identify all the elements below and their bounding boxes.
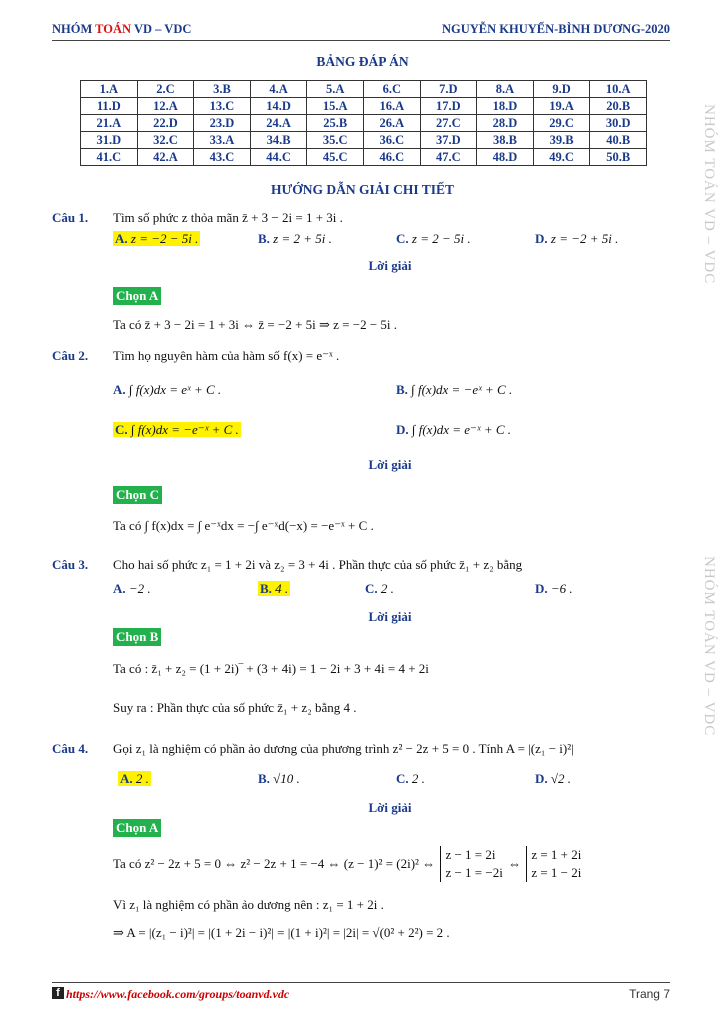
answer-cell: 45.C <box>307 149 364 166</box>
q2-choice-badge: Chọn C <box>113 486 162 504</box>
answer-cell: 35.C <box>307 132 364 149</box>
answer-cell: 50.B <box>590 149 647 166</box>
header-group-name: NHÓM TOÁN VD – VDC <box>52 22 192 36</box>
header-school: NGUYỄN KHUYẾN-BÌNH DƯƠNG-2020 <box>441 22 670 36</box>
answer-cell: 5.A <box>307 81 364 98</box>
answer-row <box>81 149 647 166</box>
answer-cell: 11.D <box>81 98 138 115</box>
answer-cell: 25.B <box>307 115 364 132</box>
answer-table-title: BẢNG ĐÁP ÁN <box>316 54 409 69</box>
answer-cell: 33.A <box>194 132 251 149</box>
guide-title: HƯỚNG DẪN GIẢI CHI TIẾT <box>270 182 455 197</box>
answer-row <box>81 115 647 132</box>
q4-solution-label: Lời giải <box>368 800 412 815</box>
answer-cell: 6.C <box>363 81 420 98</box>
answer-cell: 10.A <box>590 81 647 98</box>
answer-cell: 41.C <box>81 149 138 166</box>
answer-cell: 1.A <box>81 81 138 98</box>
q3-solution-label: Lời giải <box>368 609 412 624</box>
answer-cell: 2.C <box>137 81 194 98</box>
q4-system-2: z = 1 + 2i z = 1 − 2i <box>526 846 581 882</box>
q2-solution-label: Lời giải <box>368 457 412 472</box>
answer-cell: 48.D <box>477 149 534 166</box>
q4-option-c: C. 2 . <box>396 771 425 786</box>
q3-solution-line-1: Ta có : z̄₁ + z₂ = (1 + 2i)‾ + (3 + 4i) = 1 − 2i + 3 + 4i = 4 + 2i <box>113 661 429 676</box>
question-1-text: Tìm số phức z thỏa mãn z̄ + 3 − 2i = 1 + 3i . <box>113 210 343 225</box>
q1-solution-line: Ta có z̄ + 3 − 2i = 1 + 3i ⇔ z̄ = −2 + 5i ⇒ z = −2 − 5i . <box>113 317 398 332</box>
page-number: Trang 7 <box>629 987 670 1001</box>
answer-cell: 39.B <box>533 132 590 149</box>
watermark-bottom: NHÓM TOÁN VD – VDC <box>701 556 717 737</box>
answer-cell: 21.A <box>81 115 138 132</box>
q1-option-a: A. z = −2 − 5i . <box>115 231 199 246</box>
answer-cell: 34.B <box>250 132 307 149</box>
q4-choice-badge: Chọn A <box>113 819 161 837</box>
answer-cell: 30.D <box>590 115 647 132</box>
answer-cell: 3.B <box>194 81 251 98</box>
q2-option-b: B. ∫ f(x)dx = −eˣ + C . <box>396 382 513 397</box>
q1-option-d: D. z = −2 + 5i . <box>535 231 619 246</box>
answer-row <box>81 132 647 149</box>
q1-solution-label: Lời giải <box>368 258 412 273</box>
facebook-icon: f <box>52 987 64 999</box>
q3-option-a: A. −2 . <box>113 581 151 596</box>
answer-cell: 43.C <box>194 149 251 166</box>
answer-row <box>81 98 647 115</box>
q4-solution-line-1: Ta có z² − 2z + 5 = 0 ⇔ z² − 2z + 1 = −4 ⇔ (z − 1)² = (2i)² ⇔ z − 1 = 2i z − 1 = −2i ⇔ z = 1 + 2i z = 1 − 2i <box>113 847 582 880</box>
watermark-top: NHÓM TOÁN VD – VDC <box>701 104 717 285</box>
q2-option-d: D. ∫ f(x)dx = e⁻ˣ + C . <box>396 422 512 437</box>
q1-choice-badge: Chọn A <box>113 287 161 305</box>
answer-cell: 18.D <box>477 98 534 115</box>
answer-cell: 17.D <box>420 98 477 115</box>
answer-cell: 26.A <box>363 115 420 132</box>
answer-cell: 9.D <box>533 81 590 98</box>
answer-cell: 31.D <box>81 132 138 149</box>
question-4: Câu 4. <box>52 741 89 756</box>
q1-option-b: B. z = 2 + 5i . <box>258 231 332 246</box>
q4-option-d: D. √2 . <box>535 771 572 786</box>
q2-option-c: C. ∫ f(x)dx = −e⁻ˣ + C . <box>115 422 239 437</box>
answer-cell: 15.A <box>307 98 364 115</box>
question-2-text: Tìm họ nguyên hàm của hàm số f(x) = e⁻ˣ . <box>113 348 340 363</box>
answer-cell: 22.D <box>137 115 194 132</box>
q4-solution-line-3: ⇒ A = |(z₁ − i)²| = |(1 + 2i − i)²| = |(1 + i)²| = |2i| = √(0² + 2²) = 2 . <box>113 925 450 940</box>
page-footer <box>52 982 670 1003</box>
question-4-text: Gọi z₁ là nghiệm có phần ảo dương của phương trình z² − 2z + 5 = 0 . Tính A = |(z₁ − i)²| <box>113 741 574 756</box>
answer-cell: 36.C <box>363 132 420 149</box>
answer-cell: 24.A <box>250 115 307 132</box>
answer-cell: 23.D <box>194 115 251 132</box>
answer-cell: 16.A <box>363 98 420 115</box>
q3-option-d: D. −6 . <box>535 581 573 596</box>
answer-cell: 40.B <box>590 132 647 149</box>
question-3: Câu 3. <box>52 557 89 572</box>
answer-cell: 13.C <box>194 98 251 115</box>
answer-cell: 47.C <box>420 149 477 166</box>
answer-cell: 46.C <box>363 149 420 166</box>
q2-option-a: A. ∫ f(x)dx = eˣ + C . <box>113 382 222 397</box>
question-1: Câu 1. <box>52 210 89 225</box>
q1-option-c: C. z = 2 − 5i . <box>396 231 471 246</box>
q3-choice-badge: Chọn B <box>113 628 161 646</box>
answer-cell: 37.D <box>420 132 477 149</box>
answer-cell: 12.A <box>137 98 194 115</box>
q4-option-b: B. √10 . <box>258 771 300 786</box>
answer-cell: 44.C <box>250 149 307 166</box>
q3-solution-line-2: Suy ra : Phần thực của số phức z̄₁ + z₂ bằng 4 . <box>113 700 357 715</box>
q3-option-c: C. 2 . <box>365 581 394 596</box>
answer-cell: 29.C <box>533 115 590 132</box>
answer-cell: 27.C <box>420 115 477 132</box>
q4-option-a: A. 2 . <box>120 771 149 786</box>
question-3-text: Cho hai số phức z₁ = 1 + 2i và z₂ = 3 + 4i . Phần thực của số phức z̄₁ + z₂ bằng <box>113 557 523 572</box>
q4-system-1: z − 1 = 2i z − 1 = −2i <box>440 846 502 882</box>
answer-cell: 38.B <box>477 132 534 149</box>
answer-cell: 49.C <box>533 149 590 166</box>
page-header <box>52 18 670 41</box>
answer-cell: 19.A <box>533 98 590 115</box>
q4-solution-line-2: Vì z₁ là nghiệm có phần ảo dương nên : z₁ = 1 + 2i . <box>113 897 384 912</box>
answer-cell: 7.D <box>420 81 477 98</box>
answer-cell: 42.A <box>137 149 194 166</box>
answer-cell: 32.C <box>137 132 194 149</box>
answer-cell: 28.D <box>477 115 534 132</box>
answer-table <box>80 80 647 166</box>
answer-cell: 14.D <box>250 98 307 115</box>
answer-cell: 8.A <box>477 81 534 98</box>
facebook-group-link[interactable]: https://www.facebook.com/groups/toanvd.vdc <box>66 987 290 1001</box>
answer-cell: 20.B <box>590 98 647 115</box>
q3-option-b: B. 4 . <box>260 581 289 596</box>
answer-row <box>81 81 647 98</box>
answer-cell: 4.A <box>250 81 307 98</box>
q2-solution-line: Ta có ∫ f(x)dx = ∫ e⁻ˣdx = −∫ e⁻ˣd(−x) = −e⁻ˣ + C . <box>113 518 374 533</box>
question-2: Câu 2. <box>52 348 89 363</box>
